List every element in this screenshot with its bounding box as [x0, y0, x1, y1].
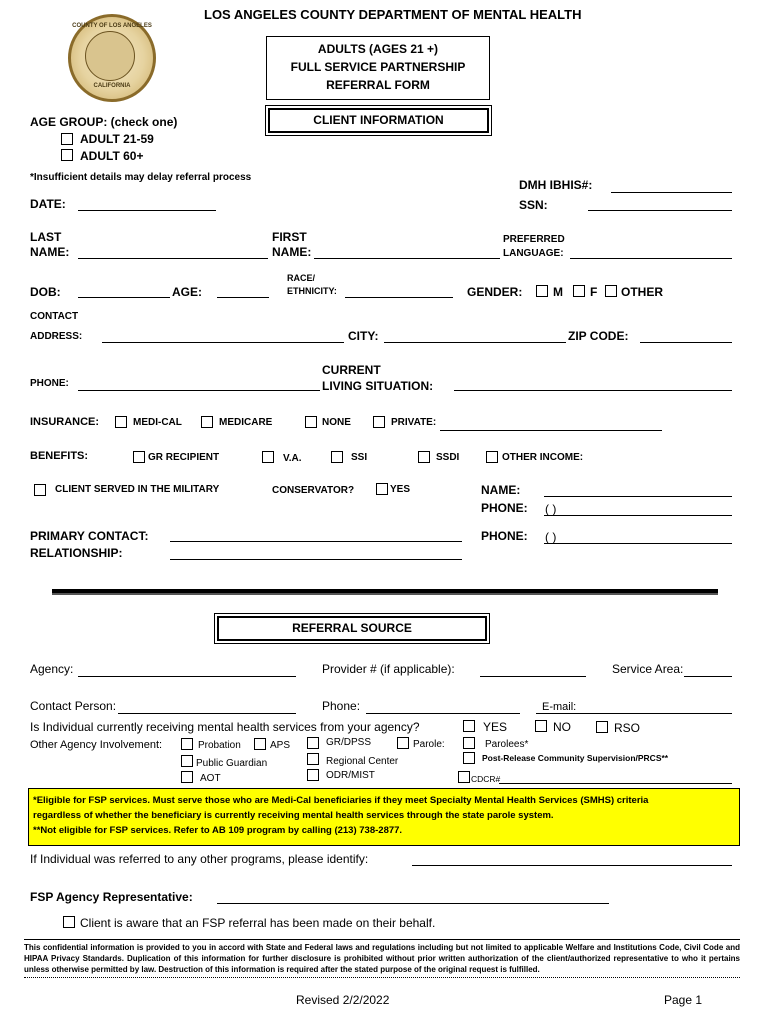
contact-label: CONTACT [30, 311, 79, 322]
seal-top-text: COUNTY OF LOS ANGELES [72, 23, 152, 29]
last-name-label-1: LAST [30, 230, 62, 244]
agency-label: Agency: [30, 662, 74, 676]
receiving-no-label: NO [553, 720, 571, 734]
age-label: AGE: [172, 285, 202, 299]
private-checkbox[interactable] [373, 416, 385, 428]
referral-phone-field[interactable] [366, 713, 520, 714]
gender-m-label: M [553, 285, 563, 299]
dob-label: DOB: [30, 285, 61, 299]
odr-mist-label: ODR/MIST [326, 770, 375, 781]
prcs-label: Post-Release Community Supervision/PRCS** [482, 753, 669, 763]
first-name-label [272, 230, 311, 260]
receiving-question: Is Individual currently receiving mental health services from your agency? [30, 720, 420, 734]
regional-center-checkbox[interactable] [307, 753, 319, 765]
receiving-no-checkbox[interactable] [535, 720, 547, 732]
last-name-label-2: NAME: [30, 245, 70, 259]
va-checkbox[interactable] [262, 451, 274, 463]
medi-cal-label: MEDI-CAL [133, 417, 182, 428]
primary-contact-field[interactable] [170, 541, 462, 542]
gender-f-checkbox[interactable] [573, 285, 585, 297]
client-aware-checkbox[interactable] [63, 916, 75, 928]
other-income-label: OTHER INCOME: [502, 452, 584, 463]
living-situation-label-1: CURRENT [322, 363, 381, 377]
living-situation-label [322, 362, 433, 394]
living-situation-label-2: LIVING SITUATION: [322, 379, 434, 393]
prcs-checkbox[interactable] [463, 752, 475, 764]
none-label: NONE [322, 417, 351, 428]
age-field[interactable] [217, 297, 269, 298]
contact-person-label: Contact Person: [30, 699, 117, 713]
seal-bottom-text: CALIFORNIA [93, 83, 131, 89]
ssi-checkbox[interactable] [331, 451, 343, 463]
aot-label: AOT [200, 773, 221, 784]
zip-label: ZIP CODE: [568, 329, 629, 343]
eligibility-note-2: regardless of whether the beneficiary is currently receiving mental health services through the state parole system. [33, 810, 554, 821]
probation-checkbox[interactable] [181, 738, 193, 750]
receiving-yes-label: YES [483, 720, 508, 734]
other-programs-label: If Individual was referred to any other programs, please identify: [30, 852, 369, 866]
eligibility-note-1: *Eligible for FSP services. Must serve those who are Medi-Cal beneficiaries if they meet Specialty Mental Health Services (SMHS) criteria [33, 795, 649, 806]
other-agency-label: Other Agency Involvement: [30, 739, 163, 751]
client-info-heading-box [268, 108, 489, 133]
provider-field[interactable] [480, 676, 586, 677]
client-info-heading: CLIENT INFORMATION [313, 113, 444, 127]
city-label: CITY: [348, 329, 379, 343]
eligibility-note-3: **Not eligible for FSP services. Refer to AB 109 program by calling (213) 738-2877. [33, 825, 403, 836]
age-60-label: ADULT 60+ [80, 149, 144, 163]
aps-label: APS [270, 740, 291, 751]
revised-date: Revised 2/2/2022 [296, 993, 390, 1007]
seal-center [85, 31, 135, 81]
county-seal-logo [68, 14, 156, 102]
address-field[interactable] [102, 342, 344, 343]
insurance-label: INSURANCE: [30, 416, 100, 428]
language-label [503, 233, 565, 261]
referral-heading: REFERRAL SOURCE [292, 621, 412, 635]
parolees-checkbox[interactable] [463, 737, 475, 749]
gender-m-checkbox[interactable] [536, 285, 548, 297]
conservator-phone-paren: ( ) [545, 502, 557, 516]
private-label: PRIVATE: [391, 417, 437, 428]
zip-field[interactable] [640, 342, 732, 343]
living-situation-field[interactable] [454, 390, 732, 391]
referral-heading-box [217, 616, 487, 641]
dob-field[interactable] [78, 297, 170, 298]
confidential-notice: This confidential information is provided to you in accord with State and Federal laws and regulations including but not limited to applicable Welfare and Institutions Code, Civil Code and HIPAA Privacy Standards. Duplication of this information for further disclosure is prohibited without prior written authorization of the client/authorized representative to who it pertains unless otherwise permitted by law. Destruction of this information is required after the stated purpose of the original request is fulfilled. [24, 939, 740, 978]
last-name-label [30, 230, 69, 260]
phone-label: PHONE: [30, 378, 69, 389]
email-field[interactable] [536, 713, 732, 714]
date-field[interactable] [78, 210, 216, 211]
private-field[interactable] [440, 430, 662, 431]
other-income-checkbox[interactable] [486, 451, 498, 463]
section-divider [52, 589, 718, 593]
medicare-label: MEDICARE [219, 417, 273, 428]
regional-center-label: Regional Center [326, 756, 399, 767]
primary-phone-field[interactable] [544, 543, 732, 544]
medicare-checkbox[interactable] [201, 416, 213, 428]
gr-dpss-checkbox[interactable] [307, 737, 319, 749]
public-guardian-label: Public Guardian [196, 758, 268, 769]
gr-dpss-label: GR/DPSS [326, 737, 372, 748]
first-name-label-1: FIRST [272, 230, 307, 244]
cdcr-checkbox[interactable] [458, 771, 470, 783]
address-label: ADDRESS: [30, 331, 83, 342]
none-checkbox[interactable] [305, 416, 317, 428]
contact-person-field[interactable] [118, 713, 296, 714]
conservator-yes-checkbox[interactable] [376, 483, 388, 495]
relationship-field[interactable] [170, 559, 462, 560]
age-21-59-label: ADULT 21-59 [80, 132, 154, 146]
military-checkbox[interactable] [34, 484, 46, 496]
language-field[interactable] [570, 258, 732, 259]
last-name-field[interactable] [78, 258, 268, 259]
military-label: CLIENT SERVED IN THE MILITARY [55, 484, 220, 495]
provider-label: Provider # (if applicable): [322, 662, 455, 676]
parolees-label: Parolees* [485, 739, 529, 750]
ibhis-field[interactable] [611, 192, 732, 193]
fsp-rep-label: FSP Agency Representative: [30, 890, 193, 904]
parole-label: Parole: [413, 739, 445, 750]
conservator-name-field[interactable] [544, 496, 732, 497]
insufficient-note: *Insufficient details may delay referral process [30, 172, 252, 183]
aot-checkbox[interactable] [181, 771, 193, 783]
form-title-box [266, 36, 490, 100]
receiving-rso-checkbox[interactable] [596, 721, 608, 733]
gender-f-label: F [590, 285, 598, 299]
race-label-2: ETHNICITY: [287, 286, 337, 296]
public-guardian-checkbox[interactable] [181, 755, 193, 767]
eligibility-notice [28, 788, 740, 846]
referral-phone-label: Phone: [322, 699, 361, 713]
gender-label: GENDER: [467, 285, 523, 299]
probation-label: Probation [198, 740, 241, 751]
relationship-label: RELATIONSHIP: [30, 546, 123, 560]
odr-mist-checkbox[interactable] [307, 769, 319, 781]
race-label [287, 272, 337, 298]
medi-cal-checkbox[interactable] [115, 416, 127, 428]
primary-phone-paren: ( ) [545, 530, 557, 544]
ssdi-checkbox[interactable] [418, 451, 430, 463]
page-number: Page 1 [664, 993, 703, 1007]
conservator-yes-label: YES [390, 484, 411, 495]
gr-recipient-checkbox[interactable] [133, 451, 145, 463]
gr-recipient-label: GR RECIPIENT [148, 452, 220, 463]
first-name-label-2: NAME: [272, 245, 312, 259]
ssn-field[interactable] [588, 210, 732, 211]
benefits-label: BENEFITS: [30, 450, 89, 462]
city-field[interactable] [384, 342, 566, 343]
ssdi-label: SSDI [436, 452, 460, 463]
phone-field[interactable] [78, 390, 320, 391]
conservator-name-label: NAME: [481, 483, 521, 497]
email-label: E-mail: [542, 701, 577, 713]
service-area-label: Service Area: [612, 662, 684, 676]
language-label-2: LANGUAGE: [503, 248, 564, 259]
age-group-label: AGE GROUP: (check one) [30, 115, 178, 129]
title-line-2: FULL SERVICE PARTNERSHIP [290, 60, 466, 74]
ibhis-label: DMH IBHIS#: [519, 178, 593, 192]
race-label-1: RACE/ [287, 273, 316, 283]
primary-contact-label: PRIMARY CONTACT: [30, 529, 149, 543]
age-21-59-checkbox[interactable] [61, 133, 73, 145]
conservator-phone-label: PHONE: [481, 501, 528, 515]
date-label: DATE: [30, 197, 66, 211]
age-60-checkbox[interactable] [61, 149, 73, 161]
language-label-1: PREFERRED [503, 234, 565, 245]
title-line-3: REFERRAL FORM [326, 78, 430, 92]
gender-other-label: OTHER [621, 285, 663, 299]
receiving-yes-checkbox[interactable] [463, 720, 475, 732]
cdcr-field[interactable] [499, 783, 732, 784]
parole-checkbox[interactable] [397, 737, 409, 749]
other-programs-field[interactable] [412, 865, 732, 866]
ssn-label: SSN: [519, 198, 548, 212]
conservator-label: CONSERVATOR? [272, 485, 355, 496]
primary-phone-label: PHONE: [481, 529, 528, 543]
gender-other-checkbox[interactable] [605, 285, 617, 297]
race-field[interactable] [345, 297, 453, 298]
cdcr-label: CDCR# [471, 774, 501, 784]
service-area-field[interactable] [684, 676, 732, 677]
receiving-rso-label: RSO [614, 721, 641, 735]
title-line-1: ADULTS (AGES 21 +) [317, 42, 439, 56]
aps-checkbox[interactable] [254, 738, 266, 750]
org-title: LOS ANGELES COUNTY DEPARTMENT OF MENTAL HEALTH [204, 7, 582, 22]
ssi-label: SSI [351, 452, 368, 463]
first-name-field[interactable] [314, 258, 500, 259]
va-label: V.A. [283, 453, 302, 464]
conservator-phone-field[interactable] [544, 515, 732, 516]
fsp-rep-field[interactable] [217, 903, 609, 904]
agency-field[interactable] [78, 676, 296, 677]
client-aware-label: Client is aware that an FSP referral has been made on their behalf. [80, 916, 436, 930]
